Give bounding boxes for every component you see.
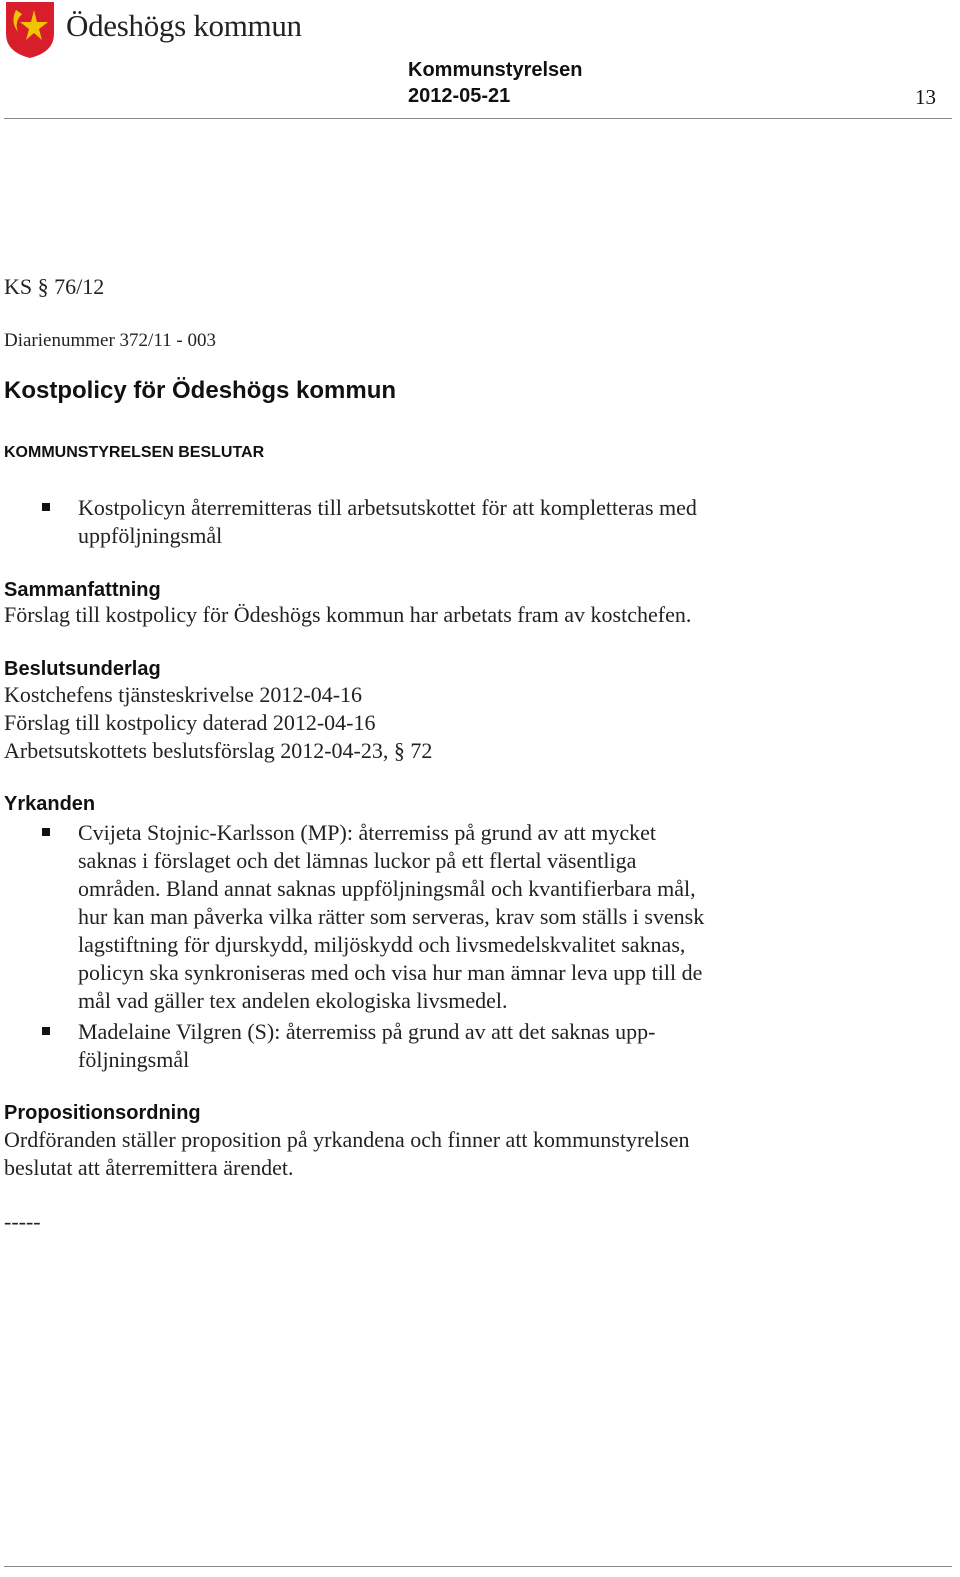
basis-document: Arbetsutskottets beslutsförslag 2012-04-23, § 72 [4, 738, 433, 763]
logo-text: Ödeshögs kommun [66, 8, 302, 43]
decision-heading: KOMMUNSTYRELSEN BESLUTAR [4, 444, 265, 461]
motion-line: policyn ska synkroniseras med och visa hur man ämnar leva upp till de [78, 960, 703, 985]
page-number: 13 [915, 85, 936, 109]
decision-item [78, 494, 697, 550]
case-title: Kostpolicy för Ödeshögs kommun [4, 377, 397, 404]
coat-of-arms-icon [4, 0, 60, 60]
decision-item-line: Kostpolicyn återremitteras till arbetsutskottet för att kompletteras med [78, 495, 697, 520]
summary-heading: Sammanfattning [4, 579, 161, 601]
header-date: 2012-05-21 [408, 85, 511, 107]
end-marker: ----- [4, 1209, 41, 1234]
bullet-icon [42, 1027, 50, 1035]
header-organ: Kommunstyrelsen [408, 59, 583, 81]
motion-line: mål vad gäller tex andelen ekologiska livsmedel. [78, 988, 508, 1013]
motion-line: hur kan man påverka vilka rätter som serveras, krav som ställs i svensk [78, 904, 705, 929]
header-divider [4, 118, 952, 119]
footer-divider [4, 1566, 952, 1567]
summary-text: Förslag till kostpolicy för Ödeshögs kommun har arbetats fram av kostchefen. [4, 602, 692, 627]
bullet-icon [42, 828, 50, 836]
motion-item [78, 819, 704, 1015]
proposition-text: Ordföranden ställer proposition på yrkandena och finner att kommunstyrelsen [4, 1127, 690, 1152]
proposition-text: beslutat att återremittera ärendet. [4, 1155, 294, 1180]
bullet-icon [42, 503, 50, 511]
motion-line: följningsmål [78, 1047, 190, 1072]
basis-document: Kostchefens tjänsteskrivelse 2012-04-16 [4, 682, 363, 707]
motion-line: lagstiftning för djurskydd, miljöskydd och livsmedelskvalitet saknas, [78, 932, 686, 957]
motion-line: Madelaine Vilgren (S): återremiss på grund av att det saknas upp- [78, 1019, 656, 1044]
motion-line: områden. Bland annat saknas uppföljningsmål och kvantifierbara mål, [78, 876, 696, 901]
motion-line: Cvijeta Stojnic-Karlsson (MP): återremiss på grund av att mycket [78, 820, 656, 845]
basis-document: Förslag till kostpolicy daterad 2012-04-16 [4, 710, 376, 735]
decision-item-line: uppföljningsmål [78, 523, 223, 548]
basis-heading: Beslutsunderlag [4, 658, 161, 680]
paragraph-reference: KS § 76/12 [4, 274, 105, 299]
proposition-heading: Propositionsordning [4, 1102, 201, 1124]
motions-heading: Yrkanden [4, 793, 96, 815]
diarienummer: Diarienummer 372/11 - 003 [4, 330, 216, 351]
motion-item [78, 1018, 655, 1074]
municipality-logo [4, 0, 304, 62]
motion-line: saknas i förslaget och det lämnas luckor på ett flertal väsentliga [78, 848, 637, 873]
